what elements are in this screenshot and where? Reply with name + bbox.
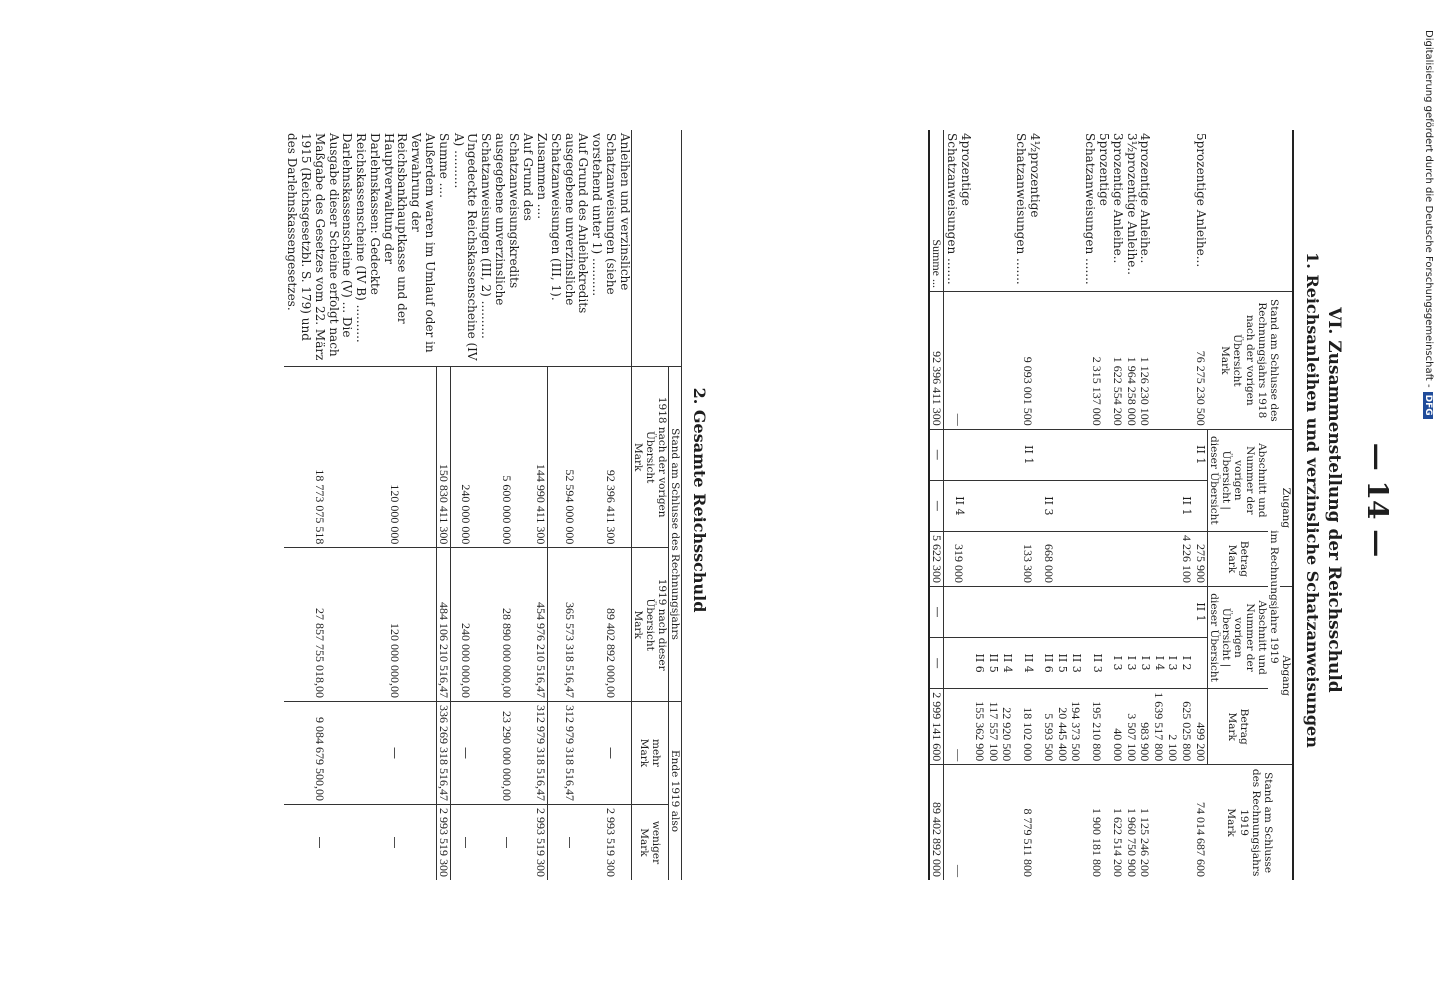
stand-1919-value (1165, 765, 1179, 880)
zugang-abschnitt-diese (1151, 480, 1165, 531)
stand-1919-value (1069, 765, 1083, 880)
abgang-betrag-value: 117 557 100 (986, 689, 1000, 765)
mehr-value: 312 979 318 516,47 (548, 701, 589, 804)
table-row (534, 130, 548, 880)
row-label: Summe ... (929, 130, 944, 292)
zugang-abschnitt-vorige (944, 429, 972, 480)
abgang-betrag-value: 22 920 500 (1000, 689, 1014, 765)
stand-1919-value (1041, 765, 1055, 880)
zugang-abschnitt-vorige: II 1 (1193, 429, 1207, 480)
mehr-value: 9 084 679 500,00 (284, 701, 353, 804)
zugang-abschnitt-diese: II 4 (944, 480, 972, 531)
zugang-abschnitt-diese: II 3 (1041, 480, 1055, 531)
table-row (284, 130, 353, 880)
abgang-abschnitt-vorige (1165, 586, 1179, 637)
table-row (1000, 130, 1014, 880)
abgang-abschnitt-vorige (1138, 586, 1152, 637)
zugang-abschnitt-vorige (1069, 429, 1083, 480)
weniger-value: — (284, 804, 353, 880)
mehr-header: mehr Mark (631, 701, 668, 804)
row-label: Summe .... (437, 133, 452, 198)
abgang-betrag-value: 155 362 900 (972, 689, 986, 765)
table-row (1151, 130, 1165, 880)
abgang-abschnitt-diese: II 6 (972, 638, 986, 689)
abgang-abschnitt-diese: I 3 (1110, 638, 1124, 689)
row-label (1069, 130, 1083, 292)
table-row (589, 130, 631, 880)
abgang-abschnitt-vorige (1110, 586, 1124, 637)
table-row (451, 130, 479, 880)
zugang-betrag-value (1055, 531, 1069, 586)
stand-1919-value: 1 622 514 200 (1110, 765, 1124, 880)
zugang-abschnitt-vorige (1179, 429, 1193, 480)
row-label (972, 130, 986, 292)
zugang-abschnitt-vorige (1000, 429, 1014, 480)
zugang-betrag-value (1165, 531, 1179, 586)
unit-label: Mark (1219, 346, 1232, 375)
abgang-betrag-value: 194 373 500 (1069, 689, 1083, 765)
row-label (1000, 130, 1014, 292)
zugang-abschnitt-vorige (1110, 429, 1124, 480)
stand-1919-value (972, 765, 986, 880)
mehr-value: — (589, 701, 631, 804)
section-title-reichsanleihen: 1. Reichsanleihen und verzinsliche Schatzanweisungen (1303, 252, 1322, 748)
abgang-abschnitt-vorige (1151, 586, 1165, 637)
row-label: Anleihen und verzinsliche Schatzanweisungen (siehe vorstehend unter 1) .......... (590, 133, 632, 297)
abgang-abschnitt-diese (1193, 638, 1207, 689)
table-row (1165, 130, 1179, 880)
row-label: Außerdem waren im Umlauf oder in Verwahrung der Reichsbankhauptkasse und der Hauptverwaltung der Darlehnskassen: Gedeckte Reichskassenscheine (IV B) .......... (354, 133, 438, 353)
dfg-logo: DFG (1423, 392, 1433, 419)
row-label (986, 130, 1000, 292)
row-label: 3½prozentige Anleihe.. (1124, 133, 1139, 275)
zugang-betrag-header: Betrag Mark (1207, 531, 1268, 586)
row-label: 4prozentige Schatzanweisungen ....... (945, 133, 974, 285)
stand-1918-value (1151, 292, 1165, 430)
abgang-abschnitt-vorige (1179, 586, 1193, 637)
stand-1918-value: 150 830 411 300 (436, 367, 451, 548)
stand-1919-value: 365 573 318 516,47 (548, 548, 589, 702)
zugang-abschnitt-diese: — (929, 480, 944, 531)
stand-1919-value: 89 402 892 000,00 (589, 548, 631, 702)
stand-1918-header: Stand am Schlusse des Rechnungsjahrs 1918 nach der vorigen Übersicht Mark (1207, 292, 1293, 430)
stand-1918-value: 18 773 075 518 (284, 367, 353, 548)
abgang-betrag-value: 2 100 (1165, 689, 1179, 765)
mehr-value: 23 290 000 000,00 (478, 701, 533, 804)
reichsanleihen-table-body (929, 130, 1207, 880)
zugang-abschnitt-diese (986, 480, 1000, 531)
row-label (1055, 130, 1069, 292)
abgang-betrag-value: 2 999 141 600 (929, 689, 944, 765)
label-header (1207, 130, 1293, 292)
stand-1919-value (986, 765, 1000, 880)
row-label (1179, 130, 1193, 292)
abgang-betrag-value: 625 025 800 (1179, 689, 1193, 765)
stand-1918-value: 120 000 000 (353, 367, 436, 548)
table-row (1179, 130, 1193, 880)
abgang-abschnitt-vorige (1000, 586, 1014, 637)
abgang-abschnitt-vorige (972, 586, 986, 637)
stand-1919-value: 1 900 181 800 (1082, 765, 1110, 880)
abgang-abschnitt-vorige (1124, 586, 1138, 637)
im-rechnungsjahr-header: im Rechnungsjahre 1919 (1268, 429, 1280, 765)
zugang-betrag-value: 5 622 300 (929, 531, 944, 586)
mehr-value: — (353, 701, 436, 804)
zugang-abschnitt-diese (1000, 480, 1014, 531)
abgang-abschnitt-diese: I 3 (1124, 638, 1138, 689)
abgang-betrag-value: 1 639 517 800 (1151, 689, 1165, 765)
mehr-value: 312 979 318 516,47 (534, 701, 548, 804)
stand-1919-value: 454 976 210 516,47 (534, 548, 548, 702)
abgang-abschnitt-vorige (1055, 586, 1069, 637)
digitization-credit (1423, 0, 1434, 1000)
stand-1918-value (1000, 292, 1014, 430)
zugang-abschnitt-vorige: II 1 (1013, 429, 1041, 480)
weniger-header: weniger Mark (631, 804, 668, 880)
abgang-abschnitt-vorige (1082, 586, 1110, 637)
table-row (972, 130, 986, 880)
stand-1918-value: 1 964 258 000 (1124, 292, 1138, 430)
zugang-abschnitt-diese (1013, 480, 1041, 531)
zugang-betrag-value: 133 300 (1013, 531, 1041, 586)
zugang-abschnitt-vorige (1124, 429, 1138, 480)
zugang-abschnitt-diese (972, 480, 986, 531)
stand-1919-value: 28 890 000 000,00 (478, 548, 533, 702)
table-row (1138, 130, 1152, 880)
table-row (1082, 130, 1110, 880)
zugang-betrag-value (1000, 531, 1014, 586)
zugang-abschnitt-vorige (1055, 429, 1069, 480)
abgang-abschnitt-vorige (1013, 586, 1041, 637)
weniger-value: — (353, 804, 436, 880)
row-label: 5prozentige Anleihe... (1193, 133, 1208, 268)
abgang-abschnitt-diese: I 2 (1179, 638, 1193, 689)
weniger-value: 2 993 519 300 (534, 804, 548, 880)
abgang-betrag-value: 195 210 800 (1082, 689, 1110, 765)
abgang-abschnitt-diese: I 3 (1165, 638, 1179, 689)
table-row (1013, 130, 1041, 880)
zugang-betrag-value (1110, 531, 1124, 586)
stand-1919-value: 89 402 892 000 (929, 765, 944, 880)
abgang-abschnitt-diese: — (929, 638, 944, 689)
abgang-betrag-value: 499 200 (1193, 689, 1207, 765)
zugang-abschnitt-vorige (1041, 429, 1055, 480)
mehr-value: 336 269 318 516,47 (436, 701, 451, 804)
zugang-betrag-value (1082, 531, 1110, 586)
y1918-header: 1918 nach der vorigen Übersicht Mark (631, 367, 668, 548)
abgang-abschnitt-vorige (1069, 586, 1083, 637)
zugang-abschnitt-vorige (1165, 429, 1179, 480)
table-row (478, 130, 533, 880)
zugang-abschnitt-vorige (986, 429, 1000, 480)
zugang-betrag-value (1124, 531, 1138, 586)
label-header (631, 130, 681, 367)
zugang-abschnitt-diese (1124, 480, 1138, 531)
stand-1918-value: 1 622 554 200 (1110, 292, 1124, 430)
row-label: Auf Grund des Anleihekredits ausgegebene unverzinsliche Schatzanweisungen (III, 1). (548, 133, 591, 314)
stand-1919-value: 240 000 000,00 (451, 548, 479, 702)
abgang-abschnitt-vorige (986, 586, 1000, 637)
abgang-betrag-value: 18 102 000 (1013, 689, 1041, 765)
row-label: 4prozentige Anleihe.. (1138, 133, 1153, 264)
abgang-betrag-value: — (944, 689, 972, 765)
zugang-betrag-value: 668 000 (1041, 531, 1055, 586)
stand-1918-value (986, 292, 1000, 430)
ende-1919-header: Ende 1919 also (668, 701, 681, 880)
zugang-betrag-value: 275 900 (1193, 531, 1207, 586)
abgang-header: Abgang (1280, 586, 1293, 764)
row-label (1041, 130, 1055, 292)
stand-1918-value (1041, 292, 1055, 430)
stand-1919-value (1179, 765, 1193, 880)
stand-1918-value (1179, 292, 1193, 430)
stand-1918-value: 5 600 000 000 (478, 367, 533, 548)
row-label: Darlehnskassenscheine (V) ... Die Ausgabe dieser Scheine erfolgt nach Maßgabe des Gesetzes vom 22. März 1915 (Reichsgesetzbl. S. 179) und des Darlehnskassengesetzes. (285, 133, 355, 361)
reichsanleihen-table (928, 130, 1294, 880)
row-label: 4½prozentige Schatzanweisungen ....... (1014, 133, 1042, 285)
zugang-betrag-value (1138, 531, 1152, 586)
unit-label: Mark (1225, 808, 1238, 837)
stand-1918-value: — (944, 292, 972, 430)
stand-1918-value (1055, 292, 1069, 430)
stand-1918-value: 52 594 000 000 (548, 367, 589, 548)
stand-1919-value (1055, 765, 1069, 880)
abgang-abschnitt-diese: II 3 (1069, 638, 1083, 689)
table-row (1069, 130, 1083, 880)
stand-1919-header: Stand am Schlusse des Rechnungsjahrs 1919 Mark (1207, 765, 1293, 880)
zugang-betrag-value: 4 226 100 (1179, 531, 1193, 586)
chapter-title: VI. Zusammenstellung der Reichsschuld (1324, 307, 1344, 693)
weniger-value: — (478, 804, 533, 880)
stand-1919-value (1151, 765, 1165, 880)
row-label (1165, 130, 1179, 292)
stand-1918-value: 1 126 230 100 (1138, 292, 1152, 430)
stand-1918-value: 2 315 137 000 (1082, 292, 1110, 430)
stand-1918-value: 144 990 411 300 (534, 367, 548, 548)
abgang-abschnitt-header: Abschnitt und Nummer der vorigen Übersicht | dieser Übersicht (1207, 586, 1268, 688)
weniger-value: 2 993 519 300 (436, 804, 451, 880)
abgang-betrag-value: 3 507 100 (1124, 689, 1138, 765)
abgang-betrag-header: Betrag Mark (1207, 689, 1268, 765)
stand-1919-value: 8 779 511 800 (1013, 765, 1041, 880)
table-row (1124, 130, 1138, 880)
sum-row (929, 130, 944, 880)
table-row (1110, 130, 1124, 880)
stand-1918-value: 9 093 001 500 (1013, 292, 1041, 430)
stand-1919-value: 484 106 210 516,47 (436, 548, 451, 702)
table-row (548, 130, 589, 880)
row-label: Zusammen .... (534, 133, 549, 220)
gesamte-reichsschuld-table (284, 130, 682, 880)
stand-1919-value: 120 000 000,00 (353, 548, 436, 702)
table-row (1055, 130, 1069, 880)
stand-1919-value (1000, 765, 1014, 880)
zugang-abschnitt-diese (1165, 480, 1179, 531)
zugang-abschnitt-diese: II 1 (1179, 480, 1193, 531)
abgang-abschnitt-diese: II 5 (1055, 638, 1069, 689)
table-row (353, 130, 436, 880)
zugang-betrag-value (1151, 531, 1165, 586)
stand-1918-value: 76 275 230 500 (1193, 292, 1207, 430)
zugang-abschnitt-diese (1082, 480, 1110, 531)
weniger-value: — (451, 804, 479, 880)
zugang-abschnitt-diese (1138, 480, 1152, 531)
stand-1919-value: 74 014 687 600 (1193, 765, 1207, 880)
abgang-betrag-value: 40 000 (1110, 689, 1124, 765)
abgang-abschnitt-vorige: — (929, 586, 944, 637)
section-title-gesamte-reichsschuld: 2. Gesamte Reichsschuld (690, 387, 709, 613)
zugang-abschnitt-vorige (1151, 429, 1165, 480)
zugang-abschnitt-diese (1069, 480, 1083, 531)
abgang-abschnitt-diese: II 4 (1013, 638, 1041, 689)
zugang-betrag-value (986, 531, 1000, 586)
abgang-betrag-value: 983 900 (1138, 689, 1152, 765)
weniger-value: 2 993 519 300 (589, 804, 631, 880)
row-label: 3prozentige Anleihe.. (1110, 133, 1125, 264)
table-row (944, 130, 972, 880)
page-number: — 14 — (1361, 442, 1394, 558)
table-row (436, 130, 451, 880)
abgang-betrag-value: 20 445 400 (1055, 689, 1069, 765)
stand-1919-value: 27 857 755 018,00 (284, 548, 353, 702)
stand-1919-value: 1 960 750 900 (1124, 765, 1138, 880)
stand-group-header: Stand am Schlusse des Rechnungsjahrs (668, 367, 681, 702)
abgang-abschnitt-vorige: II 1 (1193, 586, 1207, 637)
row-label (1151, 130, 1165, 292)
gesamte-reichsschuld-table-body (284, 130, 631, 880)
stand-1919-value: 1 125 246 200 (1138, 765, 1152, 880)
abgang-abschnitt-diese: II 4 (1000, 638, 1014, 689)
mehr-value: — (451, 701, 479, 804)
zugang-abschnitt-vorige (1082, 429, 1110, 480)
abgang-abschnitt-vorige (944, 586, 972, 637)
zugang-abschnitt-diese (1055, 480, 1069, 531)
stand-1918-value: 92 396 411 300 (589, 367, 631, 548)
zugang-abschnitt-header: Abschnitt und Nummer der vorigen Übersicht | dieser Übersicht (1207, 429, 1268, 531)
abgang-betrag-value: 5 593 500 (1041, 689, 1055, 765)
zugang-abschnitt-diese (1193, 480, 1207, 531)
zugang-abschnitt-vorige (1138, 429, 1152, 480)
weniger-value: — (548, 804, 589, 880)
row-label: Auf Grund des Schatzanweisungskredits ausgegebene unverzinsliche Schatzanweisungen (III, 2) .......... (479, 133, 535, 339)
digitization-credit-text: Digitalisierung gefördert durch die Deutsche Forschungsgemeinschaft - (1423, 30, 1434, 388)
stand-1918-value (1069, 292, 1083, 430)
zugang-betrag-value (972, 531, 986, 586)
stand-1918-value (972, 292, 986, 430)
abgang-abschnitt-diese (944, 638, 972, 689)
zugang-abschnitt-vorige: — (929, 429, 944, 480)
stand-1918-value: 92 396 411 300 (929, 292, 944, 430)
abgang-abschnitt-vorige (1041, 586, 1055, 637)
stand-1919-value: — (944, 765, 972, 880)
abgang-abschnitt-diese: II 6 (1041, 638, 1055, 689)
zugang-header: Zugang (1280, 429, 1293, 586)
zugang-betrag-value: 319 000 (944, 531, 972, 586)
stand-1918-value: 240 000 000 (451, 367, 479, 548)
abgang-abschnitt-diese: I 3 (1138, 638, 1152, 689)
y1919-header: 1919 nach dieser Übersicht Mark (631, 548, 668, 702)
abgang-abschnitt-diese: I 4 (1151, 638, 1165, 689)
abgang-abschnitt-diese: II 3 (1082, 638, 1110, 689)
table-row (1193, 130, 1207, 880)
row-label: 5prozentige Schatzanweisungen ....... (1083, 133, 1111, 285)
abgang-abschnitt-diese: II 5 (986, 638, 1000, 689)
zugang-abschnitt-vorige (972, 429, 986, 480)
zugang-abschnitt-diese (1110, 480, 1124, 531)
zugang-betrag-value (1069, 531, 1083, 586)
table-row (986, 130, 1000, 880)
stand-1918-value (1165, 292, 1179, 430)
table-row (1041, 130, 1055, 880)
row-label: Ungedeckte Reichskassenscheine (IV A) .......... (451, 133, 480, 361)
